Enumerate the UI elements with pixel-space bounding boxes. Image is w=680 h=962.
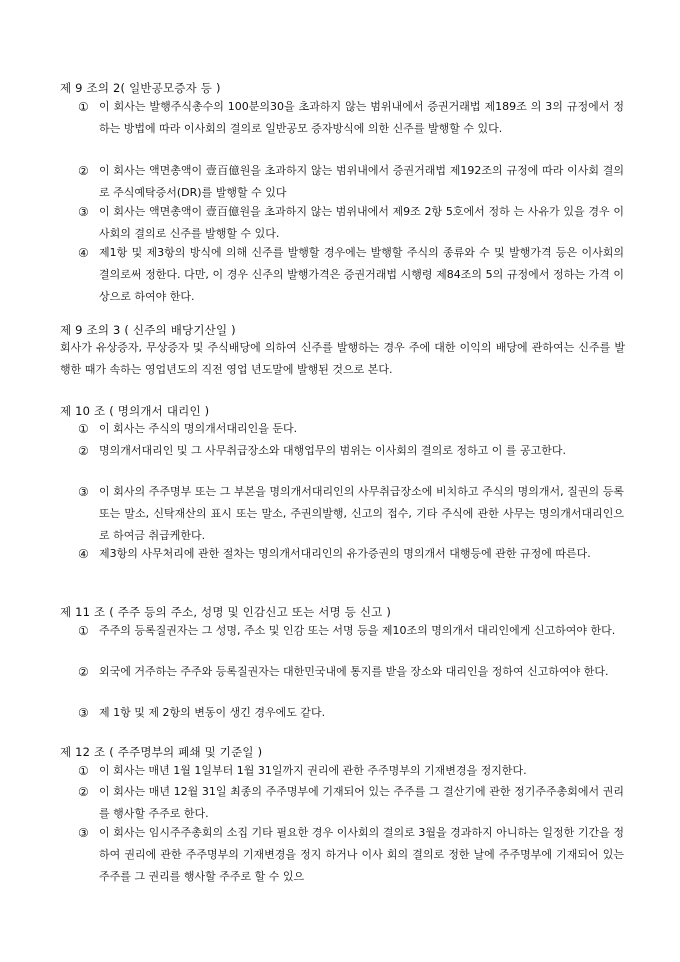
item-text: 이 회사의 주주명부 또는 그 부본을 명의개서대리인의 사무취급장소에 비치하고 주식의 명의개서, 질권의 등록 또는 말소, 신탁재산의 표시 또는 말소, 주권의발행, 신고의 접수, 기타 주식에 관한 사무는 명의개서대리인으로 하여금 취급케한다. <box>99 485 624 542</box>
item-number: ③ <box>78 706 89 720</box>
item-number: ② <box>78 444 89 458</box>
item-text: 이 회사는 주식의 명의개서대리인을 둔다. <box>99 422 298 435</box>
article-heading: 제 10 조 ( 명의개서 대리인 ) <box>60 404 210 418</box>
item-number: ② <box>78 665 89 679</box>
item-text: 이 회사는 매년 12월 31일 최종의 주주명부에 기재되어 있는 주주를 그 결산기에 관한 정기주주총회에서 권리를 행사할 주주로 한다. <box>99 785 624 820</box>
article-heading: 제 11 조 ( 주주 등의 주소, 성명 및 인감신고 또는 서명 등 신고 ) <box>60 605 392 619</box>
item-number: ① <box>78 624 89 638</box>
item-number: ③ <box>78 205 89 219</box>
item-number: ① <box>78 100 89 114</box>
article-heading: 제 9 조의 2( 일반공모증자 등 ) <box>60 81 221 95</box>
item-text: 이 회사는 액면총액이 壹百億원을 초과하지 않는 범위내에서 제9조 2항 5호에서 정하 는 사유가 있을 경우 이사회의 결의로 신주를 발행할 수 있다. <box>99 205 624 240</box>
article-heading: 제 12 조 ( 주주명부의 폐쇄 및 기준일 ) <box>60 745 263 759</box>
item-text: 제1항 및 제3항의 방식에 의해 신주를 발행할 경우에는 발행할 주식의 종류와 수 및 발행가격 등은 이사회의 결의로써 정한다. 다만, 이 경우 신주의 발행가격은 증권거래법 시행령 제84조의 5의 규정에서 정하는 가격 이상으로 하여야 한다. <box>99 246 624 303</box>
item-number: ③ <box>78 485 89 499</box>
item-number: ① <box>78 764 89 778</box>
item-text: 이 회사는 액면총액이 壹百億원을 초과하지 않는 범위내에서 증권거래법 제192조의 규정에 따라 이사회 결의로 주식예탁증서(DR)를 발행할 수 있다 <box>99 164 624 199</box>
item-text: 이 회사는 발행주식총수의 100분의30을 초과하지 않는 범위내에서 증권거래법 제189조 의 3의 규정에서 정하는 방법에 따라 이사회의 결의로 일반공모 증자방식에 의한 신주를 발행할 수 있다. <box>99 100 624 135</box>
article-heading: 제 9 조의 3 ( 신주의 배당기산일 ) <box>60 323 236 337</box>
item-number: ② <box>78 785 89 799</box>
item-text: 제 1항 및 제 2항의 변동이 생긴 경우에도 같다. <box>99 706 326 719</box>
item-text: 명의개서대리인 및 그 사무취급장소와 대행업무의 범위는 이사회의 결의로 정하고 이 를 공고한다. <box>99 444 566 457</box>
article-paragraph: 회사가 유상증자, 무상증자 및 주식배당에 의하여 신주를 발행하는 경우 주에 대한 이익의 배당에 관하여는 신주를 발행한 때가 속하는 영업년도의 직전 영업 년도말에 발행된 것으로 본다. <box>60 341 625 376</box>
item-text: 이 회사는 매년 1월 1일부터 1월 31일까지 권리에 관한 주주명부의 기재변경을 정지한다. <box>99 764 527 777</box>
item-text: 외국에 거주하는 주주와 등록질권자는 대한민국내에 통지를 받을 장소와 대리인을 정하여 신고하여야 한다. <box>99 665 609 678</box>
item-number: ④ <box>78 246 89 260</box>
item-text: 이 회사는 임시주주총회의 소집 기타 필요한 경우 이사회의 결의로 3월을 경과하지 아니하는 일정한 기간을 정하여 권리에 관한 주주명부의 기재변경을 정지 하거나 이사 회의 결의로 정한 날에 주주명부에 기재되어 있는 주주를 그 권리를 행사할 주주로 할 수 있으 <box>99 826 624 883</box>
item-number: ② <box>78 164 89 178</box>
item-text: 주주의 등록질권자는 그 성명, 주소 및 인감 또는 서명 등을 제10조의 명의개서 대리인에게 신고하여야 한다. <box>99 624 616 637</box>
item-number: ④ <box>78 547 89 561</box>
item-text: 제3항의 사무처리에 관한 절차는 명의개서대리인의 유가증권의 명의개서 대행등에 관한 규정에 따른다. <box>99 547 591 560</box>
item-number: ③ <box>78 826 89 840</box>
item-number: ① <box>78 422 89 436</box>
